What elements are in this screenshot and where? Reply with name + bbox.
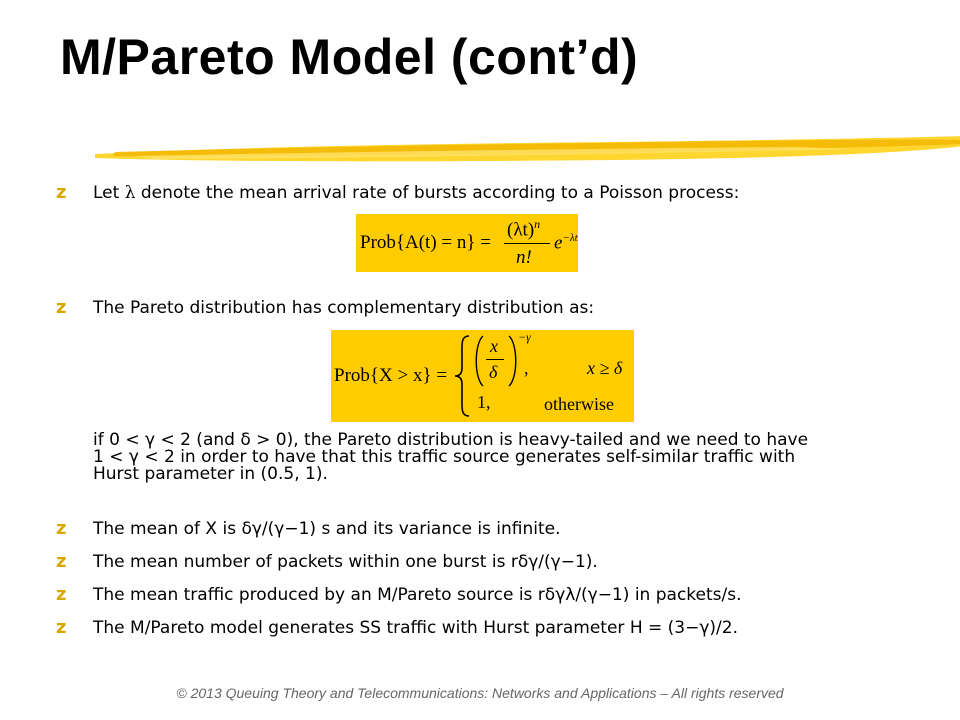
formula-numerator: $(\lambda t)^n$ xyxy=(507,217,541,241)
case-separator: , xyxy=(524,358,529,378)
frac-denominator: δ xyxy=(489,362,498,382)
formula-lhs: Prob{X > x} = xyxy=(334,365,448,386)
heavy-tail-paragraph xyxy=(93,432,913,483)
fraction-bar xyxy=(504,243,550,244)
poisson-formula xyxy=(356,214,578,272)
formula-denominator: n! xyxy=(516,247,532,268)
formula-exp: $e^{-\lambda t}$ xyxy=(554,232,578,254)
title-underline-brush-stroke xyxy=(95,132,960,172)
paragraph-line: if 0 < γ < 2 (and δ > 0), the Pareto distribution is heavy-tailed and we need to have xyxy=(93,430,809,450)
bullet-text: The mean number of packets within one burst is rδγ/(γ−1). xyxy=(93,552,598,572)
copyright-footer: © 2013 Queuing Theory and Telecommunications: Networks and Applications – All rights reserved xyxy=(176,685,784,701)
left-brace-icon xyxy=(453,334,473,418)
bullet-marker-icon: z xyxy=(56,584,67,605)
fraction-bar xyxy=(486,359,504,360)
bullet-marker-icon: z xyxy=(56,551,67,572)
pareto-formula xyxy=(331,330,634,422)
left-paren-icon xyxy=(471,334,485,388)
bullet-text: The mean of X is δγ/(γ−1) s and its variance is infinite. xyxy=(93,519,561,539)
bullet-marker-icon: z xyxy=(56,617,67,638)
bullet-marker-icon: z xyxy=(56,518,67,539)
bullet-text: The mean traffic produced by an M/Pareto source is rδγλ/(γ−1) in packets/s. xyxy=(93,585,742,605)
formula-exponent: −γ xyxy=(518,330,531,344)
formula-lhs: Prob{A(t) = n} = xyxy=(360,232,491,253)
case2-value: 1, xyxy=(477,392,491,412)
bullet-text: The M/Pareto model generates SS traffic with Hurst parameter H = (3−γ)/2. xyxy=(93,618,738,638)
bullet-marker-icon: z xyxy=(56,182,67,203)
bullet-text: The Pareto distribution has complementary distribution as: xyxy=(93,298,595,318)
paragraph-line: Hurst parameter in (0.5, 1). xyxy=(93,464,328,484)
bullet-marker-icon: z xyxy=(56,297,67,318)
slide-title: M/Pareto Model (cont’d) xyxy=(60,29,639,85)
bullet-text: Let λ denote the mean arrival rate of bursts according to a Poisson process: xyxy=(93,183,740,203)
frac-numerator: x xyxy=(490,336,498,356)
paragraph-line: 1 < γ < 2 in order to have that this traffic source generates self-similar traffic with xyxy=(93,447,796,467)
case1-condition: x ≥ δ xyxy=(587,358,623,378)
case2-condition: otherwise xyxy=(544,394,614,414)
